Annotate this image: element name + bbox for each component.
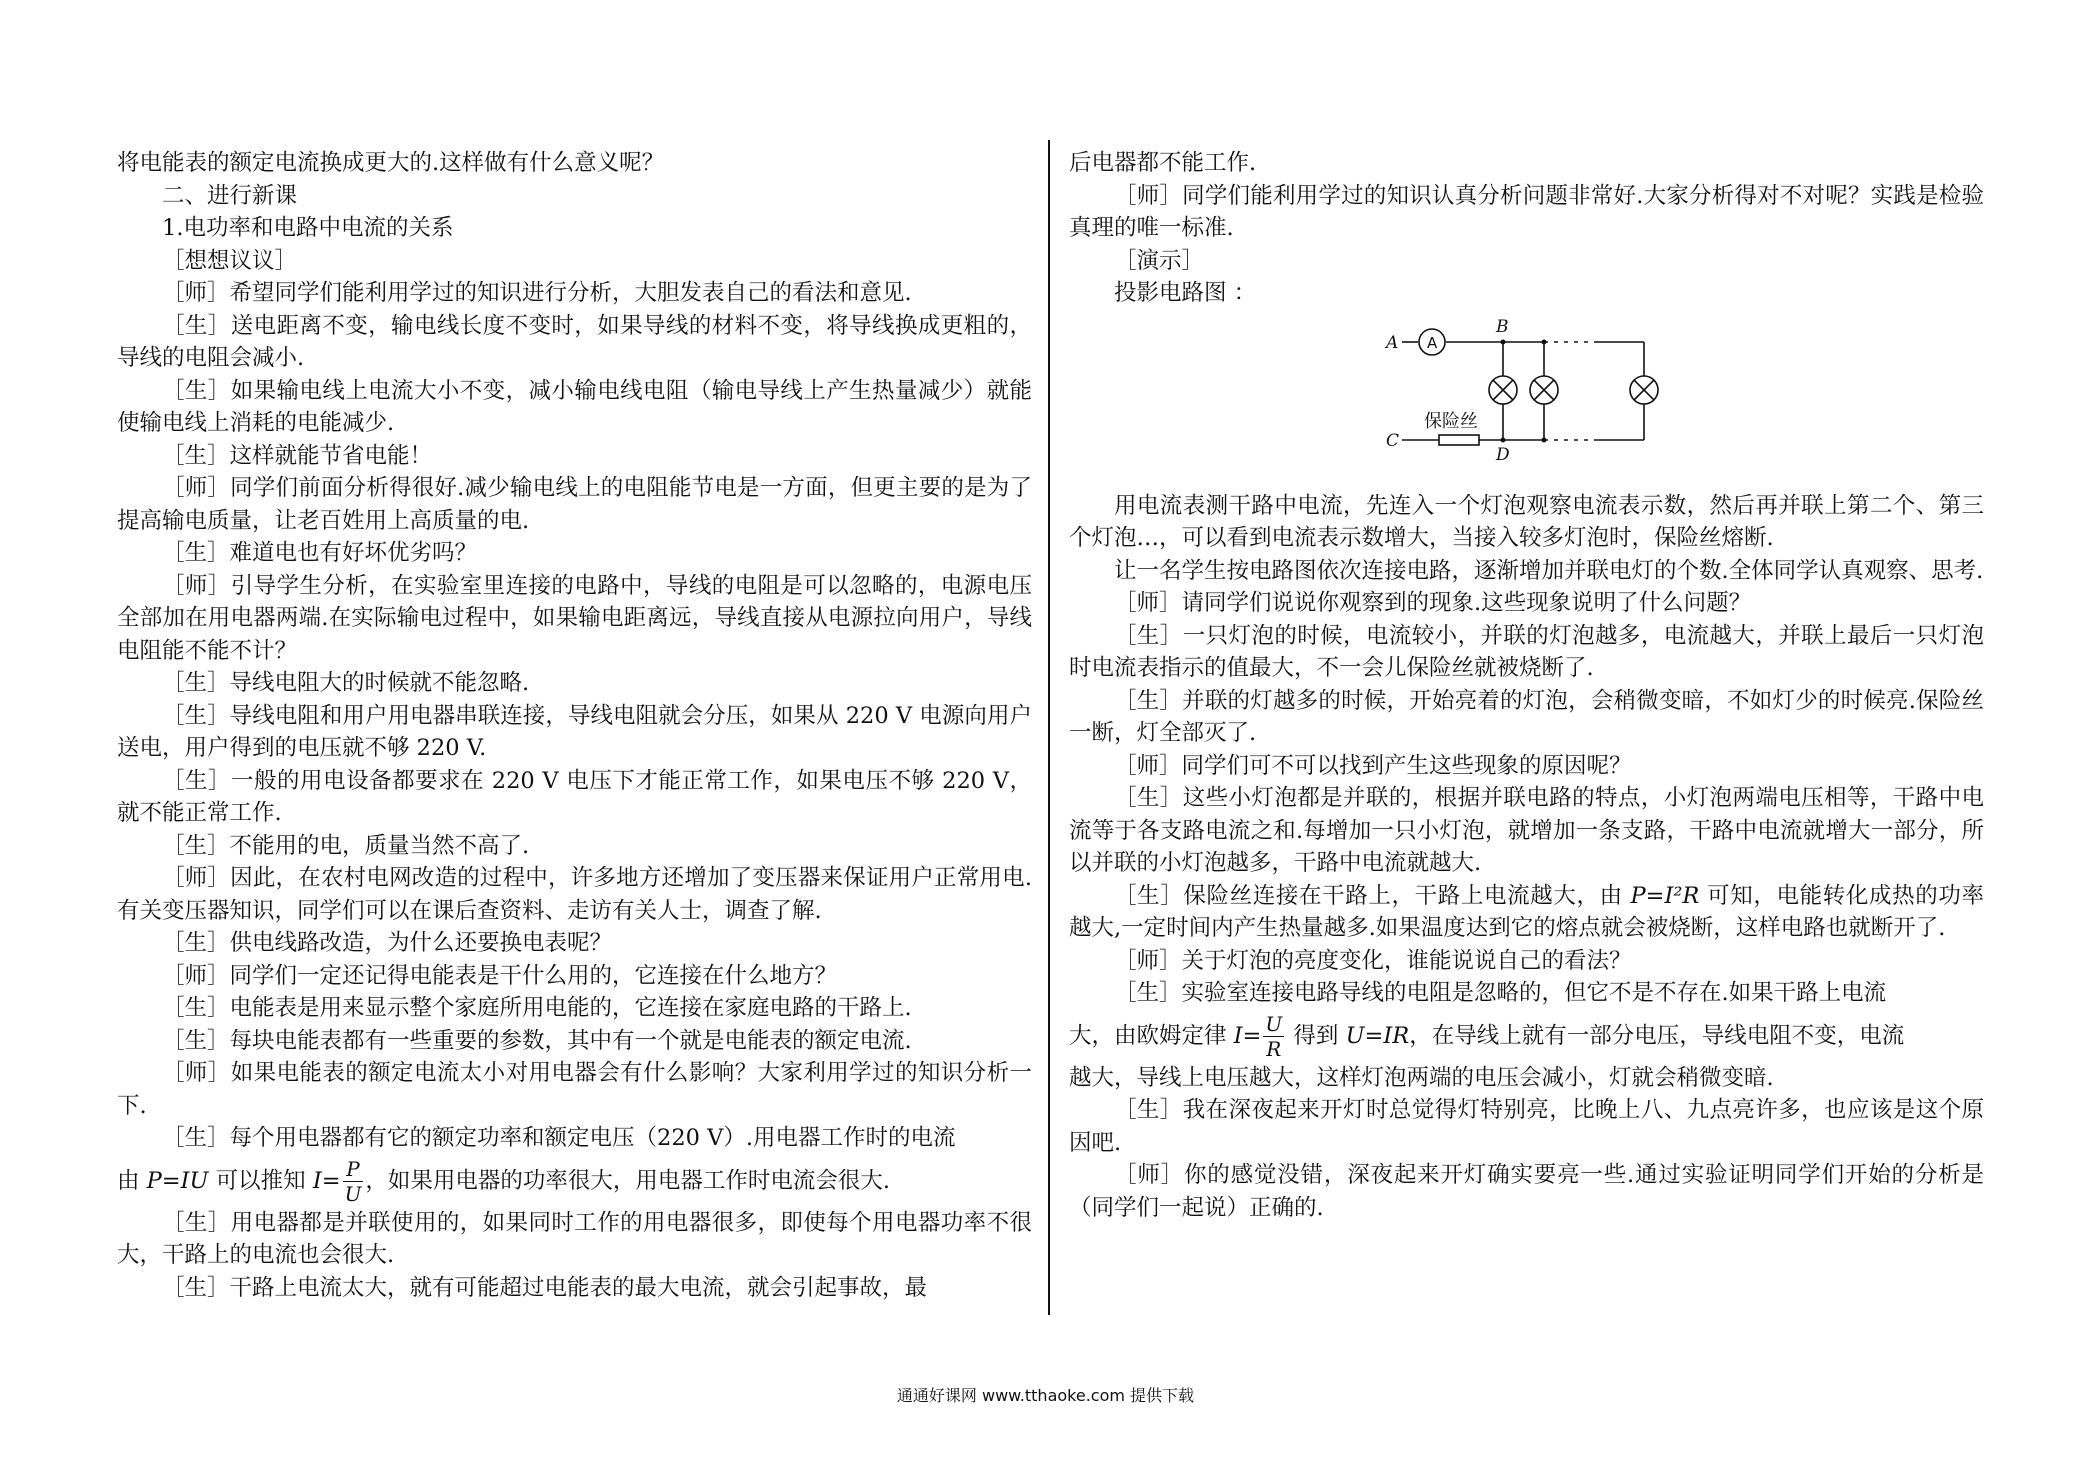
ammeter-label: A <box>1427 333 1438 352</box>
paragraph: ［生］一只灯泡的时候，电流较小，并联的灯泡越多，电流越大，并联上最后一只灯泡时电流表指示的值最大，不一会儿保险丝就被烧断了. <box>1069 622 1984 681</box>
paragraph: 投影电路图 ： <box>1114 280 1257 306</box>
paragraph: ［生］并联的灯越多的时候，开始亮着的灯泡，会稍微变暗，不如灯少的时候亮.保险丝一断，灯全部灭了. <box>1069 687 1984 746</box>
paragraph: ［师］同学们前面分析得很好.减少输电线上的电阻能节电是一方面，但更主要的是为了提高输电质量，让老百姓用上高质量的电. <box>117 475 1032 534</box>
text-run: 可以推知 <box>208 1167 313 1194</box>
paragraph: ［生］实验室连接电路导线的电阻是忽略的，但它不是不存在.如果干路上电流 <box>1114 980 1887 1006</box>
paragraph: ［生］供电线路改造，为什么还要换电表呢？ <box>162 930 613 956</box>
fraction-denominator: R <box>1266 1037 1282 1061</box>
paragraph: ［生］导线电阻和用户用电器串联连接，导线电阻就会分压，如果从 220 V 电源向用户送电，用户得到的电压就不够 220 V. <box>117 702 1032 761</box>
fraction-p-over-u <box>343 1159 364 1204</box>
text-run: 由 <box>117 1167 147 1194</box>
left-paragraphs <box>117 147 1032 1122</box>
paragraph: ［师］如果电能表的额定电流太小对用电器会有什么影响？大家利用学过的知识分析一下. <box>117 1060 1032 1119</box>
fuse-paragraph <box>1069 880 1984 945</box>
text-run: ［生］保险丝连接在干路上，干路上电流越大，由 <box>1114 882 1631 909</box>
paragraph: ［师］引导学生分析，在实验室里连接的电路中，导线的电阻是可以忽略的，电源电压全部加在用电器两端.在实际输电过程中，如果输电距离远，导线直接从电源拉向用户，导线电阻能不能不计？ <box>117 572 1032 664</box>
paragraph: ［生］这样就能节省电能！ <box>162 442 433 469</box>
paragraph: ［师］同学们能利用学过的知识认真分析问题非常好.大家分析得对不对呢？实践是检验真理的唯一标准. <box>1069 182 1984 241</box>
paragraph: ［生］每个用电器都有它的额定功率和额定电压（220 V）.用电器工作时的电流 <box>162 1125 956 1151</box>
formula-line <box>117 1155 1032 1207</box>
right-paragraphs-tail <box>1069 1094 1984 1224</box>
equation-u-ir: U=IR <box>1345 1022 1410 1049</box>
formula-line <box>1069 1010 1984 1062</box>
paragraph: 二、进行新课 <box>162 182 298 209</box>
text-run: 可知，电能转化成热的功率越大,一定时间内产生热量越多.如果温度达到它的熔点就会被烧断，这样电路也就断开了. <box>1069 882 1985 941</box>
equation-lhs: I= <box>1233 1022 1262 1049</box>
column-divider <box>1048 140 1050 1315</box>
circuit-svg <box>1384 312 1684 482</box>
text-run: 得到 <box>1286 1022 1346 1049</box>
right-column <box>1069 147 1984 1224</box>
fraction-denominator: U <box>344 1182 362 1206</box>
paragraph: 后电器都不能工作. <box>1069 150 1257 176</box>
fuse-label: 保险丝 <box>1424 410 1478 432</box>
formula-paragraph-ohm <box>1069 977 1984 1094</box>
paragraph: 将电能表的额定电流换成更大的.这样做有什么意义呢？ <box>117 150 665 176</box>
equation-lhs: I= <box>312 1167 341 1194</box>
paragraph: ［生］这些小灯泡都是并联的，根据并联电路的特点，小灯泡两端电压相等，干路中电流等于各支路电流之和.每增加一只小灯泡，就增加一条支路，干路中电流就增大一部分，所以并联的小灯泡越多，干路中电流就越大. <box>1069 785 1984 876</box>
paragraph: ［师］希望同学们能利用学过的知识进行分析，大胆发表自己的看法和意见. <box>162 280 912 306</box>
paragraph: ［师］因此，在农村电网改造的过程中，许多地方还增加了变压器来保证用户正常用电.有关变压器知识，同学们可以在课后查资料、走访有关人士，调查了解. <box>117 865 1032 924</box>
label-a: A <box>1386 332 1399 353</box>
fraction-numerator: P <box>343 1159 364 1182</box>
paragraph: 1.电功率和电路中电流的关系 <box>162 215 454 241</box>
fuse-symbol <box>1439 435 1479 445</box>
label-c: C <box>1386 430 1400 451</box>
paragraph: ［师］你的感觉没错，深夜起来开灯确实要亮一些.通过实验证明同学们开始的分析是（同学们一起说）正确的. <box>1069 1162 1984 1221</box>
paragraph: 用电流表测干路中电流，先连入一个灯泡观察电流表示数，然后再并联上第二个、第三个灯泡…，可以看到电流表示数增大，当接入较多灯泡时，保险丝熔断. <box>1069 492 1984 551</box>
equation-p-i2r: P=I²R <box>1630 882 1700 909</box>
text-run: 大，由欧姆定律 <box>1069 1022 1234 1049</box>
paragraph: ［师］同学们一定还记得电能表是干什么用的，它连接在什么地方？ <box>162 962 838 989</box>
paragraph: 越大，导线上电压越大，这样灯泡两端的电压会减小，灯就会稍微变暗. <box>1069 1064 1774 1091</box>
paragraph: ［生］导线电阻大的时候就不能忽略. <box>162 670 530 696</box>
label-d: D <box>1496 444 1510 465</box>
paragraph: ［生］不能用的电，质量当然不高了. <box>162 832 530 859</box>
paragraph: ［想想议议］ <box>162 247 298 274</box>
text-run: ，在导线上就有一部分电压，导线电阻不变，电流 <box>1409 1022 1905 1049</box>
paragraph: ［生］一般的用电设备都要求在 220 V 电压下才能正常工作，如果电压不够 220 V，就不能正常工作. <box>117 767 1032 826</box>
label-b: B <box>1496 316 1509 337</box>
right-paragraphs-mid2 <box>1069 945 1984 978</box>
paragraph: 让一名学生按电路图依次连接电路，逐渐增加并联电灯的个数.全体同学认真观察、思考. <box>1114 557 1984 584</box>
paragraph: ［生］用电器都是并联使用的，如果同时工作的用电器很多，即使每个用电器功率不很大，干路上的电流也会很大. <box>117 1209 1032 1268</box>
right-paragraphs-head <box>1069 147 1984 310</box>
paragraph: ［生］我在深夜起来开灯时总觉得灯特别亮，比晚上八、九点亮许多，也应该是这个原因吧. <box>1069 1097 1984 1156</box>
page-footer: 通通好课网 www.tthaoke.com 提供下载 <box>896 1386 1195 1405</box>
paragraph: ［师］请同学们说说你观察到的现象.这些现象说明了什么问题？ <box>1114 590 1752 616</box>
paragraph: ［生］每块电能表都有一些重要的参数，其中有一个就是电能表的额定电流. <box>162 1027 912 1054</box>
paragraph: ［生］干路上电流太大，就有可能超过电能表的最大电流，就会引起事故，最 <box>162 1274 928 1301</box>
fraction-u-over-r <box>1263 1014 1284 1059</box>
left-paragraphs-tail <box>117 1207 1032 1305</box>
formula-paragraph-power <box>117 1122 1032 1207</box>
paragraph: ［师］关于灯泡的亮度变化，谁能说说自己的看法？ <box>1114 947 1632 974</box>
paragraph: ［生］电能表是用来显示整个家庭所用电能的，它连接在家庭电路的干路上. <box>162 995 912 1021</box>
text-run: ，如果用电器的功率很大，用电器工作时电流会很大. <box>365 1167 891 1194</box>
equation-p-iu: P=IU <box>146 1167 209 1194</box>
paragraph: ［师］同学们可不可以找到产生这些现象的原因呢？ <box>1114 752 1632 779</box>
circuit-diagram <box>1069 310 1984 490</box>
paragraph: ［演示］ <box>1114 247 1205 274</box>
right-paragraphs-mid <box>1069 490 1984 880</box>
paragraph: ［生］难道电也有好坏优劣吗？ <box>162 540 478 566</box>
paragraph: ［生］送电距离不变，输电线长度不变时，如果导线的材料不变，将导线换成更粗的，导线的电阻会减小. <box>117 312 1032 371</box>
left-column <box>117 147 1032 1304</box>
fraction-numerator: U <box>1265 1012 1283 1036</box>
paragraph: ［生］如果输电线上电流大小不变，减小输电线电阻（输电导线上产生热量减少）就能使输电线上消耗的电能减少. <box>117 377 1032 436</box>
